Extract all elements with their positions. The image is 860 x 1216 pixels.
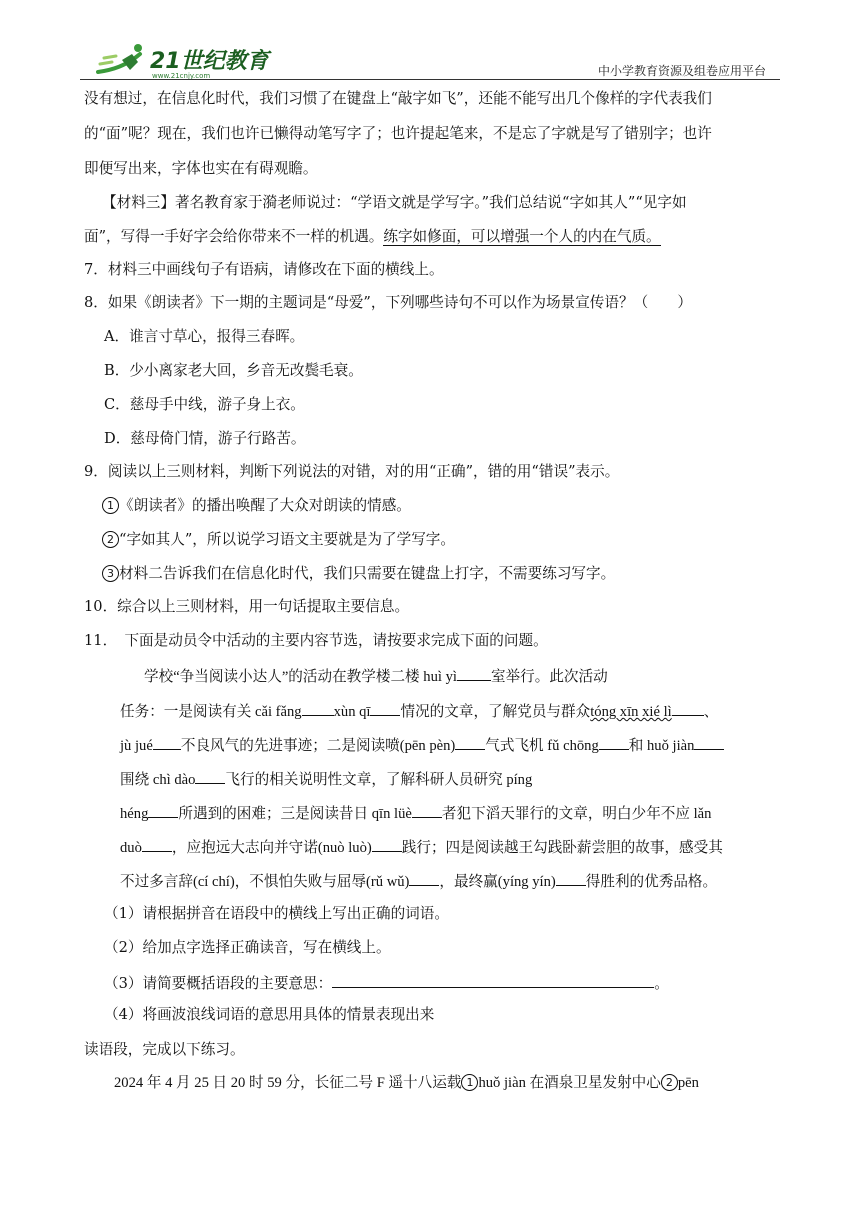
option-c[interactable]: C．慈母手中线，游子身上衣。 [104, 396, 305, 413]
passage-line: 2024 年 4 月 25 日 20 时 59 分，长征二号 F 遥十八运载 1 huǒ jiàn 在酒泉卫星发射中心 2 pēn [114, 1075, 699, 1091]
wavy-underlined-phrase: tóng xīn xié lì [590, 704, 672, 720]
passage-line: jù jué 不良风气的先进事迹；二是阅读喷(pēn pèn) 气式飞机 fǔ chōng 和 huǒ jiàn [120, 734, 724, 756]
passage-line: 不过多言辞(cí chí)，不惧怕失败与屈辱(rǔ wǔ) ，最终赢(yíng yín) 得胜利的优秀品格。 [120, 870, 717, 892]
passage-line: 学校“争当阅读小达人”的活动在教学楼二楼 huì yì 室举行。此次活动 [144, 665, 608, 687]
sub-question-3: （3）请简要概括语段的主要意思： 。 [104, 972, 669, 994]
answer-blank[interactable] [302, 700, 334, 716]
answer-blank[interactable] [457, 665, 491, 681]
header-divider [80, 79, 780, 80]
question-11-stem: 11． 下面是动员令中活动的主要内容节选，请按要求完成下面的问题。 [84, 632, 548, 649]
summary-answer-blank[interactable] [332, 972, 654, 988]
material-three-line [84, 227, 661, 247]
passage-line: 没有想过，在信息化时代，我们习惯了在键盘上“敲字如飞”，还能不能写出几个像样的字代表我们 [84, 90, 712, 107]
question-7: 7．材料三中画线句子有语病，请修改在下面的横线上。 [84, 261, 444, 278]
sub-question-4: （4）将画波浪线词语的意思用具体的情景表现出来 [104, 1006, 435, 1023]
logo-url: www.21cnjy.com [152, 72, 211, 80]
answer-blank[interactable] [370, 700, 400, 716]
answer-blank[interactable] [599, 734, 629, 750]
passage-line: 即便写出来，字体也实在有碍观瞻。 [84, 160, 318, 177]
logo-text: 21世纪教育 [150, 49, 269, 74]
passage-line: 围绕 chì dào 飞行的相关说明性文章，了解科研人员研究 píng [120, 768, 532, 790]
statement-2 [102, 530, 455, 550]
passage-line: héng 所遇到的困难；三是阅读昔日 qīn lüè 者犯下滔天罪行的文章，明白少年不应 lǎn [120, 802, 711, 824]
circled-number: 2 [102, 531, 119, 548]
question-9-stem: 9．阅读以上三则材料，判断下列说法的对错，对的用“正确”，错的用“错误”表示。 [84, 463, 620, 480]
circled-number: 1 [102, 497, 119, 514]
statement-text: 《朗读者》的播出唤醒了大众对朗读的情感。 [119, 497, 411, 514]
option-b[interactable]: B．少小离家老大回，乡音无改鬓毛衰。 [104, 362, 363, 379]
answer-blank[interactable] [556, 870, 586, 886]
statement-1 [102, 496, 411, 516]
answer-blank[interactable] [142, 836, 172, 852]
statement-3 [102, 564, 615, 584]
answer-blank[interactable] [672, 700, 704, 716]
passage-line: 的“面”呢？现在，我们也许已懒得动笔写字了；也许提起笔来，不是忘了字就是写了错别字；也许 [84, 125, 712, 142]
option-a[interactable]: A．谁言寸草心，报得三春晖。 [104, 328, 305, 345]
sub-question-1: （1）请根据拼音在语段中的横线上写出正确的词语。 [104, 905, 449, 922]
question-8-stem: 8．如果《朗读者》下一期的主题词是“母爱”，下列哪些诗句不可以作为场景宣传语？（ ） [84, 294, 692, 311]
answer-blank[interactable] [409, 870, 439, 886]
underlined-sentence: 练字如修面，可以增强一个人的内在气质。 [383, 228, 661, 245]
answer-blank[interactable] [455, 734, 485, 750]
material-three-text: 面”，写得一手好字会给你带来不一样的机遇。 [84, 228, 384, 245]
running-figure-icon [98, 44, 142, 72]
passage-line: 任务：一是阅读有关 cǎi fǎng xùn qī 情况的文章，了解党员与群众tóng xīn xié lì 、 [120, 700, 718, 722]
answer-blank[interactable] [372, 836, 402, 852]
statement-text: “字如其人”，所以说学习语文主要就是为了学写字。 [119, 531, 455, 548]
question-10: 10．综合以上三则材料，用一句话提取主要信息。 [84, 598, 410, 615]
statement-text: 材料二告诉我们在信息化时代，我们只需要在键盘上打字，不需要练习写字。 [119, 565, 616, 582]
option-d[interactable]: D．慈母倚门情，游子行路苦。 [104, 430, 306, 447]
circled-number: 3 [102, 565, 119, 582]
circled-number: 2 [661, 1074, 678, 1091]
answer-blank[interactable] [195, 768, 225, 784]
sub-question-2: （2）给加点字选择正确读音，写在横线上。 [104, 939, 391, 956]
answer-blank[interactable] [412, 802, 442, 818]
page-header [80, 38, 780, 80]
site-logo [92, 40, 272, 80]
answer-blank[interactable] [153, 734, 181, 750]
passage-line: duò ，应抱远大志向并守诺(nuò luò) 践行；四是阅读越王勾践卧薪尝胆的故事，感受其 [120, 836, 723, 858]
reading-intro: 读语段，完成以下练习。 [84, 1041, 245, 1058]
circled-number: 1 [461, 1074, 478, 1091]
answer-blank[interactable] [148, 802, 178, 818]
answer-blank[interactable] [694, 734, 724, 750]
platform-label: 中小学教育资源及组卷应用平台 [597, 64, 766, 78]
material-three-line: 【材料三】著名教育家于漪老师说过：“学语文就是学写字。”我们总结说“字如其人”“见字如 [102, 194, 687, 211]
